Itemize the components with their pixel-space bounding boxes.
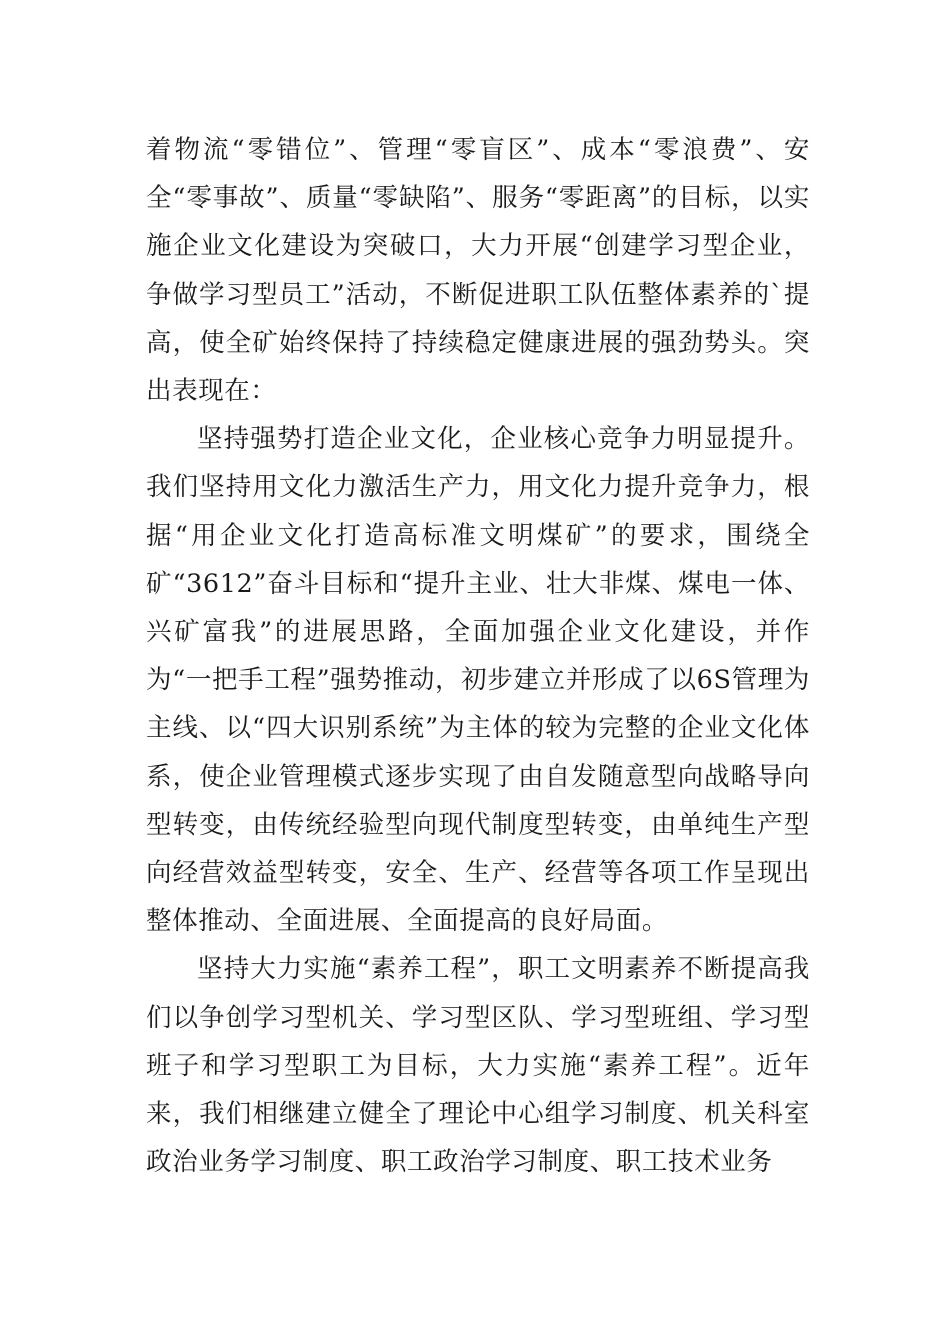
paragraph-2: 坚持强势打造企业文化，企业核心竞争力明显提升。我们坚持用文化力激活生产力，用文化力提升竞争力，根据“用企业文化打造高标准文明煤矿”的要求，围绕全矿“3612”奋斗目标和“提升主业、壮大非煤、煤电一体、兴矿富我”的进展思路，全面加强企业文化建设，并作为“一把手工程”强势推动，初步建立并形成了以6S管理为主线、以“四大识别系统”为主体的较为完整的企业文化体系，使企业管理模式逐步实现了由自发随意型向战略导向型转变，由传统经验型向现代制度型转变，由单纯生产型向经营效益型转变，安全、生产、经营等各项工作呈现出整体推动、全面进展、全面提高的良好局面。	[146, 424, 810, 937]
body-text	[146, 126, 810, 1186]
paragraph-1: 着物流“零错位”、管理“零盲区”、成本“零浪费”、安全“零事故”、质量“零缺陷”、服务“零距离”的目标，以实施企业文化建设为突破口，大力开展“创建学习型企业，争做学习型员工”活动，不断促进职工队伍整体素养的`提高，使全矿始终保持了持续稳定健康进展的强劲势头。突出表现在：	[146, 135, 810, 407]
paragraph-3: 坚持大力实施“素养工程”，职工文明素养不断提高我们以争创学习型机关、学习型区队、学习型班组、学习型班子和学习型职工为目标，大力实施“素养工程”。近年来，我们相继建立健全了理论中心组学习制度、机关科室政治业务学习制度、职工政治学习制度、职工技术业务	[146, 954, 810, 1178]
